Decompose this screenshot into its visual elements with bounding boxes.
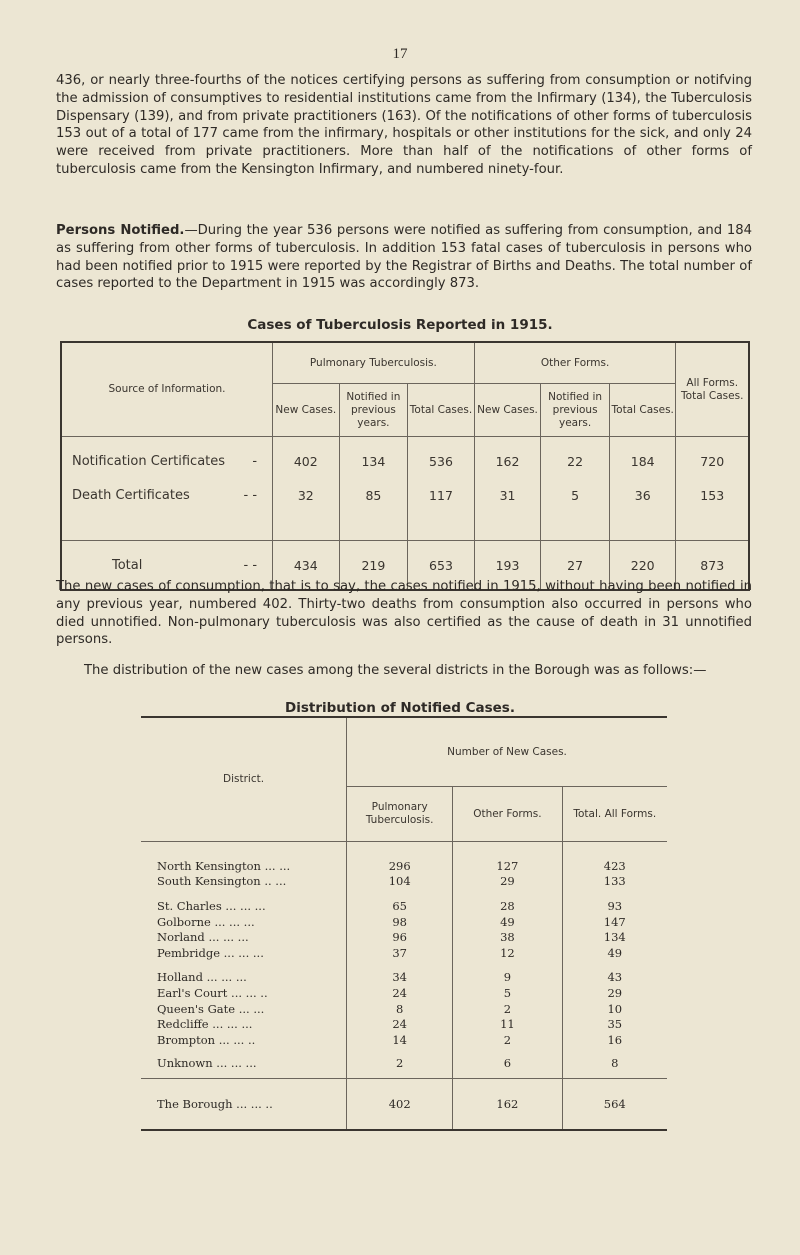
row-label: Notification Certificates - <box>72 453 258 469</box>
tuberculosis-cases-table <box>60 341 750 591</box>
pulmonary-count: 402 <box>347 1078 453 1130</box>
table-row <box>141 914 667 930</box>
header-source: Source of Information. <box>61 342 273 437</box>
district-name: Redcliffe ... ... ... <box>157 1017 253 1032</box>
total-count: 16 <box>562 1032 667 1048</box>
district-name: Brompton ... ... .. <box>157 1032 256 1047</box>
district-name: North Kensington ... ... <box>157 858 291 873</box>
paragraph-lead-heading: Persons Notified. <box>56 223 185 238</box>
district-name: Golborne ... ... ... <box>157 914 255 929</box>
cell: 536 <box>408 437 475 481</box>
cell: 184 <box>609 437 676 481</box>
distribution-table <box>141 716 667 1131</box>
paragraph-notifications-sources: 436, or nearly three-fourths of the notices certifying persons as suffering from consumption or notifving the admission of consumptives to residential institutions came from the Infirmary (134), the Tuberculosis Dispensary (139), and from private practitioners (163). Of the notifications of other forms of tuberculosis 153 out of a total of 177 came from the infirmary, hospitals or other institutions for the sick, and only 24 were received from private practitioners. More than half of the notifications of other forms of tuberculosis came from the Kensington Infirmary, and numbered ninety-four. <box>56 73 752 177</box>
header-other-previous: Notified in previous years. <box>541 384 610 437</box>
cell: 873 <box>676 541 749 591</box>
cell: 134 <box>339 437 408 481</box>
table-row <box>141 1048 667 1079</box>
other-count: 127 <box>453 842 562 874</box>
header-pulmonary: Pulmonary Tuberculosis. <box>273 342 475 384</box>
cell: 22 <box>541 437 610 481</box>
header-district: District. <box>141 717 347 842</box>
table-row <box>61 480 749 510</box>
table2-caption: Distribution of Notified Cases. <box>285 700 515 716</box>
cell: 219 <box>339 541 408 591</box>
header-total: Total. All Forms. <box>562 787 667 842</box>
pulmonary-count: 14 <box>347 1032 453 1048</box>
header-all-forms: All Forms. Total Cases. <box>676 342 749 437</box>
cell: 36 <box>609 480 676 510</box>
other-count: 49 <box>453 914 562 930</box>
district-name: South Kensington .. ... <box>157 874 287 889</box>
table-row <box>141 929 667 945</box>
table-row <box>141 1032 667 1048</box>
pulmonary-count: 104 <box>347 874 453 890</box>
table-row <box>141 1078 667 1130</box>
cell: 220 <box>609 541 676 591</box>
total-count: 423 <box>562 842 667 874</box>
header-pulmonary-new: New Cases. <box>273 384 340 437</box>
other-count: 12 <box>453 945 562 961</box>
header-pulmonary: Pulmonary Tuberculosis. <box>347 787 453 842</box>
header-pulmonary-previous: Notified in previous years. <box>339 384 408 437</box>
pulmonary-count: 34 <box>347 970 453 986</box>
other-count: 11 <box>453 1016 562 1032</box>
total-count: 134 <box>562 929 667 945</box>
pulmonary-count: 65 <box>347 898 453 914</box>
pulmonary-count: 296 <box>347 842 453 874</box>
district-name: St. Charles ... ... ... <box>157 898 266 913</box>
cell: 193 <box>474 541 541 591</box>
district-name: Pembridge ... ... ... <box>157 945 264 960</box>
total-count: 564 <box>562 1078 667 1130</box>
cell: 653 <box>408 541 475 591</box>
cell: 434 <box>273 541 340 591</box>
total-count: 93 <box>562 898 667 914</box>
table1-caption: Cases of Tuberculosis Reported in 1915. <box>247 317 553 333</box>
district-name: Queen's Gate ... ... <box>157 1001 265 1016</box>
table-row <box>141 945 667 961</box>
header-other-total: Total Cases. <box>609 384 676 437</box>
district-name: The Borough ... ... .. <box>141 1078 347 1130</box>
cell: 117 <box>408 480 475 510</box>
pulmonary-count: 24 <box>347 985 453 1001</box>
other-count: 9 <box>453 970 562 986</box>
header-other-forms: Other Forms. <box>453 787 562 842</box>
pulmonary-count: 24 <box>347 1016 453 1032</box>
total-count: 43 <box>562 970 667 986</box>
cell: 31 <box>474 480 541 510</box>
total-count: 29 <box>562 985 667 1001</box>
pulmonary-count: 8 <box>347 1001 453 1017</box>
header-pulmonary-total: Total Cases. <box>408 384 475 437</box>
table-row <box>141 842 667 874</box>
district-name: Norland ... ... ... <box>157 930 249 945</box>
header-number-new-cases: Number of New Cases. <box>347 717 667 787</box>
table-row <box>141 898 667 914</box>
header-other-forms: Other Forms. <box>474 342 676 384</box>
other-count: 6 <box>453 1048 562 1079</box>
table-row <box>141 1001 667 1017</box>
paragraph-body: —During the year 536 persons were notified as suffering from consumption, and 184 as suffering from other forms of tuberculosis. In addition 153 fatal cases of tuberculosis in persons who had been notified prior to 1915 were reported by the Registrar of Births and Deaths. The total number of cases reported to the Department in 1915 was accordingly 873. <box>56 223 752 292</box>
table-row <box>141 970 667 986</box>
header-other-new: New Cases. <box>474 384 541 437</box>
page-number: 17 <box>392 46 408 62</box>
total-count: 35 <box>562 1016 667 1032</box>
district-name: Unknown ... ... ... <box>157 1055 257 1070</box>
cell: 720 <box>676 437 749 481</box>
other-count: 162 <box>453 1078 562 1130</box>
table-row <box>141 985 667 1001</box>
total-count: 8 <box>562 1048 667 1079</box>
pulmonary-count: 37 <box>347 945 453 961</box>
total-count: 147 <box>562 914 667 930</box>
table-row <box>141 1016 667 1032</box>
pulmonary-count: 96 <box>347 929 453 945</box>
other-count: 2 <box>453 1032 562 1048</box>
row-label: Total - - <box>61 541 273 591</box>
other-count: 29 <box>453 874 562 890</box>
paragraph-distribution-intro: The distribution of the new cases among the several districts in the Borough was as follows:— <box>84 663 707 678</box>
cell: 5 <box>541 480 610 510</box>
total-count: 10 <box>562 1001 667 1017</box>
cell: 27 <box>541 541 610 591</box>
total-count: 133 <box>562 874 667 890</box>
cell: 32 <box>273 480 340 510</box>
table-row <box>141 874 667 890</box>
cell: 85 <box>339 480 408 510</box>
cell: 153 <box>676 480 749 510</box>
district-name: Holland ... ... ... <box>157 970 247 985</box>
pulmonary-count: 2 <box>347 1048 453 1079</box>
cell: 402 <box>273 437 340 481</box>
table-row <box>61 437 749 481</box>
paragraph-persons-notified <box>56 222 752 293</box>
other-count: 5 <box>453 985 562 1001</box>
district-name: Earl's Court ... ... .. <box>157 985 268 1000</box>
row-label: Death Certificates - - <box>72 487 258 503</box>
other-count: 38 <box>453 929 562 945</box>
other-count: 2 <box>453 1001 562 1017</box>
other-count: 28 <box>453 898 562 914</box>
pulmonary-count: 98 <box>347 914 453 930</box>
paragraph-new-cases: The new cases of consumption, that is to say, the cases notified in 1915, without having been notified in any previous year, numbered 402. Thirty-two deaths from consumption also occurred in persons who died unnotified. Non-pulmonary tuberculosis was also certified as the cause of death in 31 unnotified persons. <box>56 579 752 648</box>
total-count: 49 <box>562 945 667 961</box>
cell: 162 <box>474 437 541 481</box>
